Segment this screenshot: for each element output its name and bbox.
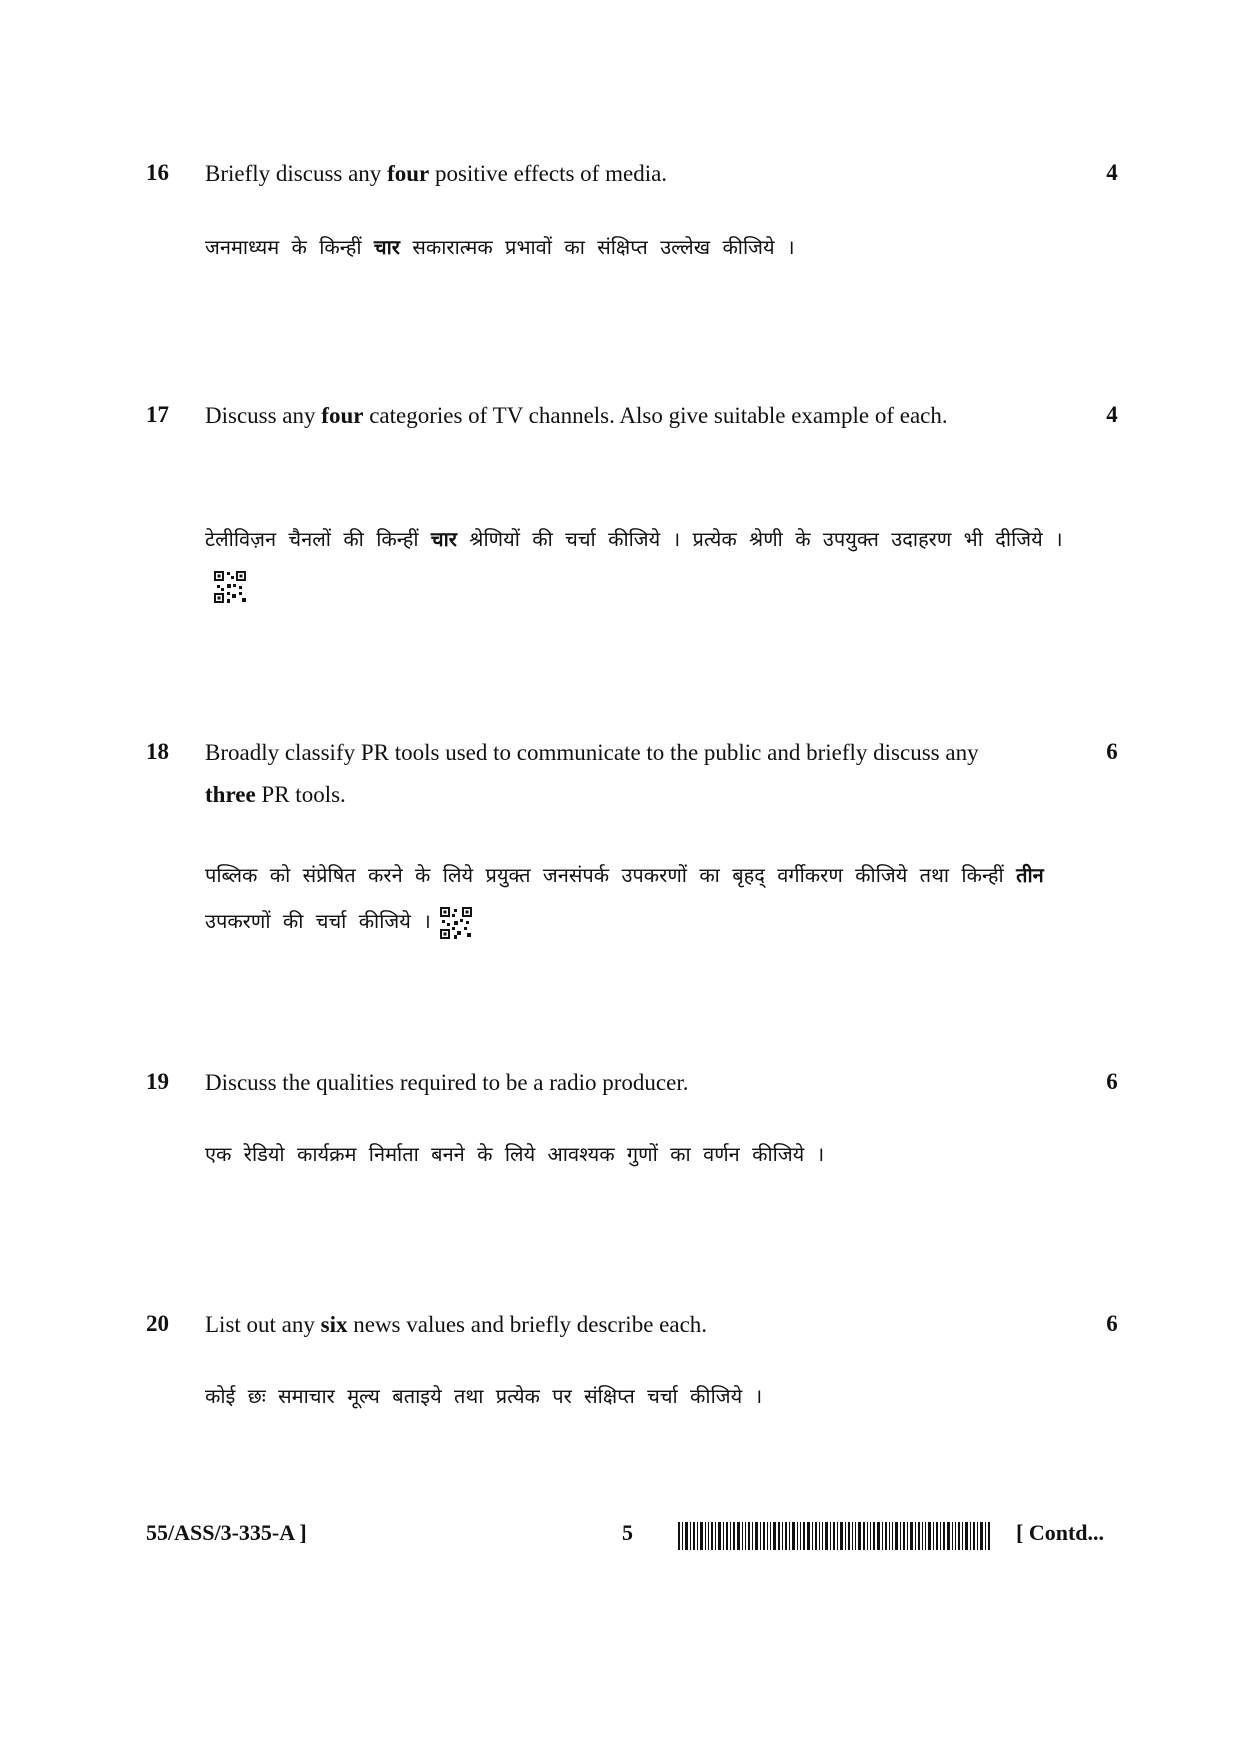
question-text-english: List out any six news values and briefly describe each. xyxy=(205,1312,708,1337)
question-text-english: Broadly classify PR tools used to communicate to the public and briefly discuss any three PR tools. xyxy=(205,740,979,807)
continued-marker: [ Contd... xyxy=(1016,1520,1105,1545)
question-number: 17 xyxy=(146,402,169,427)
question-text-english: Discuss any four categories of TV channels. Also give suitable example of each. xyxy=(205,403,948,428)
question-number: 16 xyxy=(146,160,169,185)
paper-code: 55/ASS/3-335-A ] xyxy=(146,1520,307,1545)
question-text-hindi: पब्लिक को संप्रेषित करने के लिये प्रयुक्त जनसंपर्क उपकरणों का बृहद् वर्गीकरण कीजिये तथा किन्हीं तीन उपकरणों की चर्चा कीजिये । xyxy=(205,852,1085,944)
question-marks: 4 xyxy=(1106,160,1118,185)
question-text-hindi: कोई छः समाचार मूल्य बताइये तथा प्रत्येक पर संक्षिप्त चर्चा कीजिये । xyxy=(205,1384,763,1408)
question-marks: 6 xyxy=(1106,739,1118,764)
question-number: 20 xyxy=(146,1311,169,1336)
question-marks: 6 xyxy=(1106,1311,1118,1336)
question-marks: 6 xyxy=(1106,1069,1118,1094)
question-text-hindi: टेलीविज़न चैनलों की किन्हीं चार श्रेणियों की चर्चा कीजिये । प्रत्येक श्रेणी के उपयुक्त उदाहरण भी दीजिये । xyxy=(205,516,1085,608)
page-footer xyxy=(0,1520,1240,1560)
question-number: 19 xyxy=(146,1069,169,1094)
question-text-english: Discuss the qualities required to be a radio producer. xyxy=(205,1070,689,1095)
barcode-icon xyxy=(678,1522,990,1550)
qr-code-icon xyxy=(439,906,473,940)
question-text-hindi: जनमाध्यम के किन्हीं चार सकारात्मक प्रभावों का संक्षिप्त उल्लेख कीजिये । xyxy=(205,235,795,259)
question-text-english: Briefly discuss any four positive effects of media. xyxy=(205,161,668,186)
question-marks: 4 xyxy=(1106,402,1118,427)
question-text-hindi: एक रेडियो कार्यक्रम निर्माता बनने के लिये आवश्यक गुणों का वर्णन कीजिये । xyxy=(205,1142,825,1166)
page-number: 5 xyxy=(622,1520,633,1545)
question-number: 18 xyxy=(146,739,169,764)
qr-code-icon xyxy=(213,570,247,604)
